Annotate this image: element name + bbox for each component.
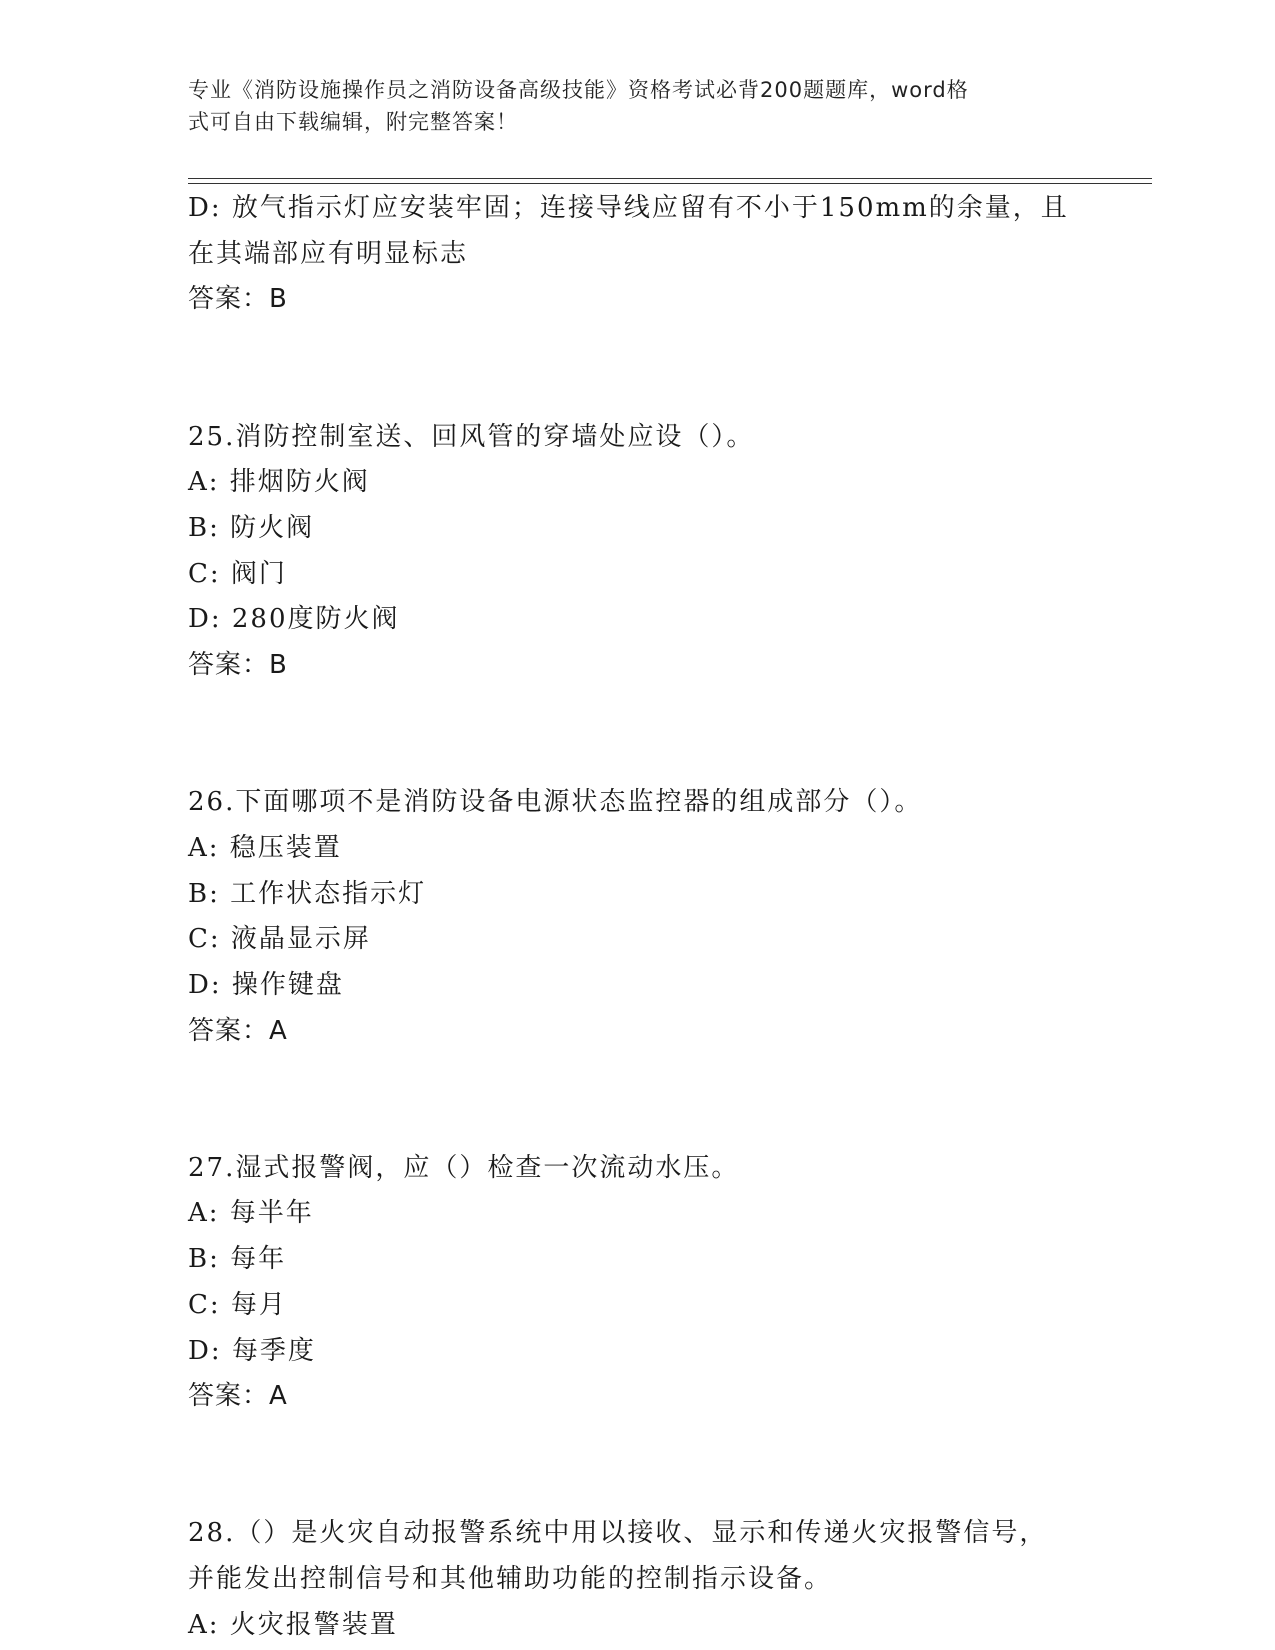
question-text: 25.消防控制室送、回风管的穿墙处应设（）。 [188,421,755,452]
question-text: 26.下面哪项不是消防设备电源状态监控器的组成部分（）。 [188,787,923,818]
question-line: C: 每月 [188,1289,287,1320]
answer-line: 答案：A [188,1015,288,1046]
question-line: C: 液晶显示屏 [188,924,371,955]
question-line: A: 稳压装置 [188,832,342,863]
question-text: D: 放气指示灯应安装牢固；连接导线应留有不小于150mm的余量，且 [188,193,1069,223]
question-line: C: 阀门 [188,558,287,589]
answer-line: 答案：B [188,650,288,681]
document-header [188,74,1068,138]
question-line: D: 操作键盘 [188,969,344,1000]
header-rule-top [188,178,1152,179]
question-line: A: 每半年 [188,1198,314,1229]
question-block [188,415,1088,689]
question-list [188,186,1088,1648]
question-line: B: 防火阀 [188,512,315,543]
question-line: D: 每季度 [188,1335,316,1366]
header-line-1: 专业《消防设施操作员之消防设备高级技能》资格考试必背200题题库，word格 [188,78,969,102]
question-line: 在其端部应有明显标志 [188,238,469,269]
question-line: 并能发出控制信号和其他辅助功能的控制指示设备。 [188,1564,833,1595]
block-spacer [188,689,1088,780]
header-line-2: 式可自由下载编辑，附完整答案！ [188,110,518,134]
question-text: 28.（）是火灾自动报警系统中用以接收、显示和传递火灾报警信号， [188,1518,1048,1549]
answer-line: 答案：A [188,1381,288,1412]
block-spacer [188,1054,1088,1145]
block-spacer [188,1420,1088,1511]
question-block [188,780,1088,1054]
question-line: D: 280度防火阀 [188,604,400,635]
question-block [188,186,1088,323]
question-line: B: 每年 [188,1244,287,1275]
question-text: 27.湿式报警阀，应（）检查一次流动水压。 [188,1152,740,1183]
question-line: A: 火灾报警装置 [188,1609,398,1640]
block-spacer [188,323,1088,414]
question-block [188,1511,1088,1648]
question-line: B: 工作状态指示灯 [188,878,427,909]
answer-line: 答案：B [188,284,288,315]
question-block [188,1146,1088,1420]
question-line: A: 排烟防火阀 [188,467,370,498]
header-rule-bottom [188,183,1152,184]
